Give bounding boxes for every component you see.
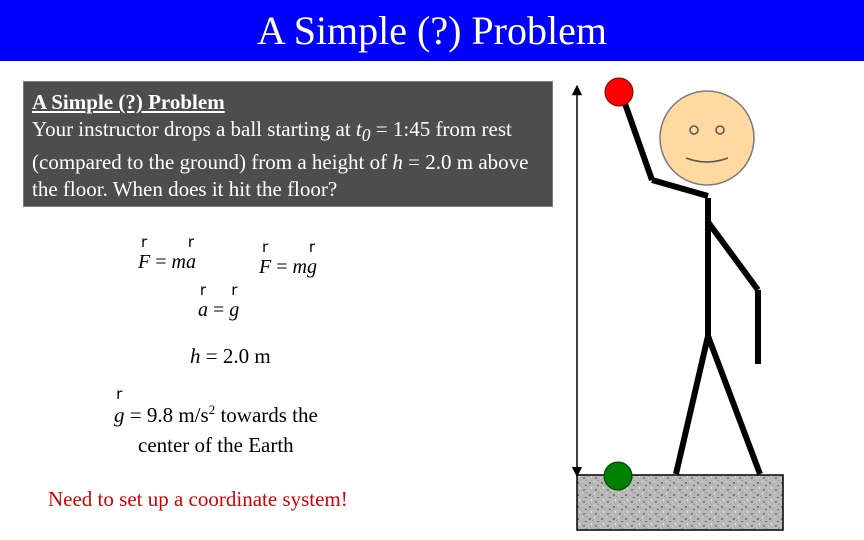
acceleration-symbol: a xyxy=(185,251,196,273)
vector-mark: r xyxy=(187,233,195,251)
acceleration-symbol: a xyxy=(198,299,208,321)
t-subscript: 0 xyxy=(361,125,371,146)
vector-mark: r xyxy=(308,238,316,256)
gravity-direction: towards the xyxy=(215,403,318,427)
vector-mark: r xyxy=(231,281,238,299)
face xyxy=(660,91,754,185)
h-variable: h xyxy=(392,150,403,175)
equals-sign: = xyxy=(150,251,172,273)
height-symbol: h xyxy=(190,344,201,368)
left-leg xyxy=(676,336,708,474)
vector-mark: r xyxy=(141,233,148,251)
mass-symbol: m xyxy=(292,256,307,278)
slide-title: A Simple (?) Problem xyxy=(257,8,607,53)
problem-heading: A Simple (?) Problem xyxy=(32,90,225,114)
right-leg xyxy=(708,336,760,474)
vector-mark: r xyxy=(262,238,269,256)
vector-mark: r xyxy=(116,385,123,403)
problem-text-2: = 1:45 from rest (compared to the ground) from a height of xyxy=(32,117,512,175)
height-value: = 2.0 m xyxy=(200,344,271,368)
force-symbol: F xyxy=(138,251,151,273)
ball-top-icon xyxy=(605,78,633,106)
gravity-exponent: 2 xyxy=(208,402,216,417)
right-arm-upper xyxy=(708,222,758,290)
gravity-symbol: g xyxy=(306,256,317,278)
ball-bottom-icon xyxy=(604,462,632,490)
coordinate-system-note: Need to set up a coordinate system! xyxy=(48,487,348,511)
problem-text-3: = 2.0 m above the floor. When does it hit the floor? xyxy=(32,150,529,202)
equals-sign: = xyxy=(271,256,293,278)
problem-text-1: Your instructor drops a ball starting at xyxy=(32,117,351,141)
force-symbol: F xyxy=(259,256,272,278)
gravity-direction-line2: center of the Earth xyxy=(138,433,294,457)
equals-sign: = xyxy=(208,299,230,321)
gravity-value: = 9.8 m/s xyxy=(124,403,209,427)
t-variable: t xyxy=(355,117,362,141)
gravity-symbol: g xyxy=(229,299,240,321)
vector-mark: r xyxy=(199,281,207,299)
left-arm-lower xyxy=(623,98,652,180)
mass-symbol: m xyxy=(171,251,186,273)
gravity-symbol: g xyxy=(114,403,125,427)
